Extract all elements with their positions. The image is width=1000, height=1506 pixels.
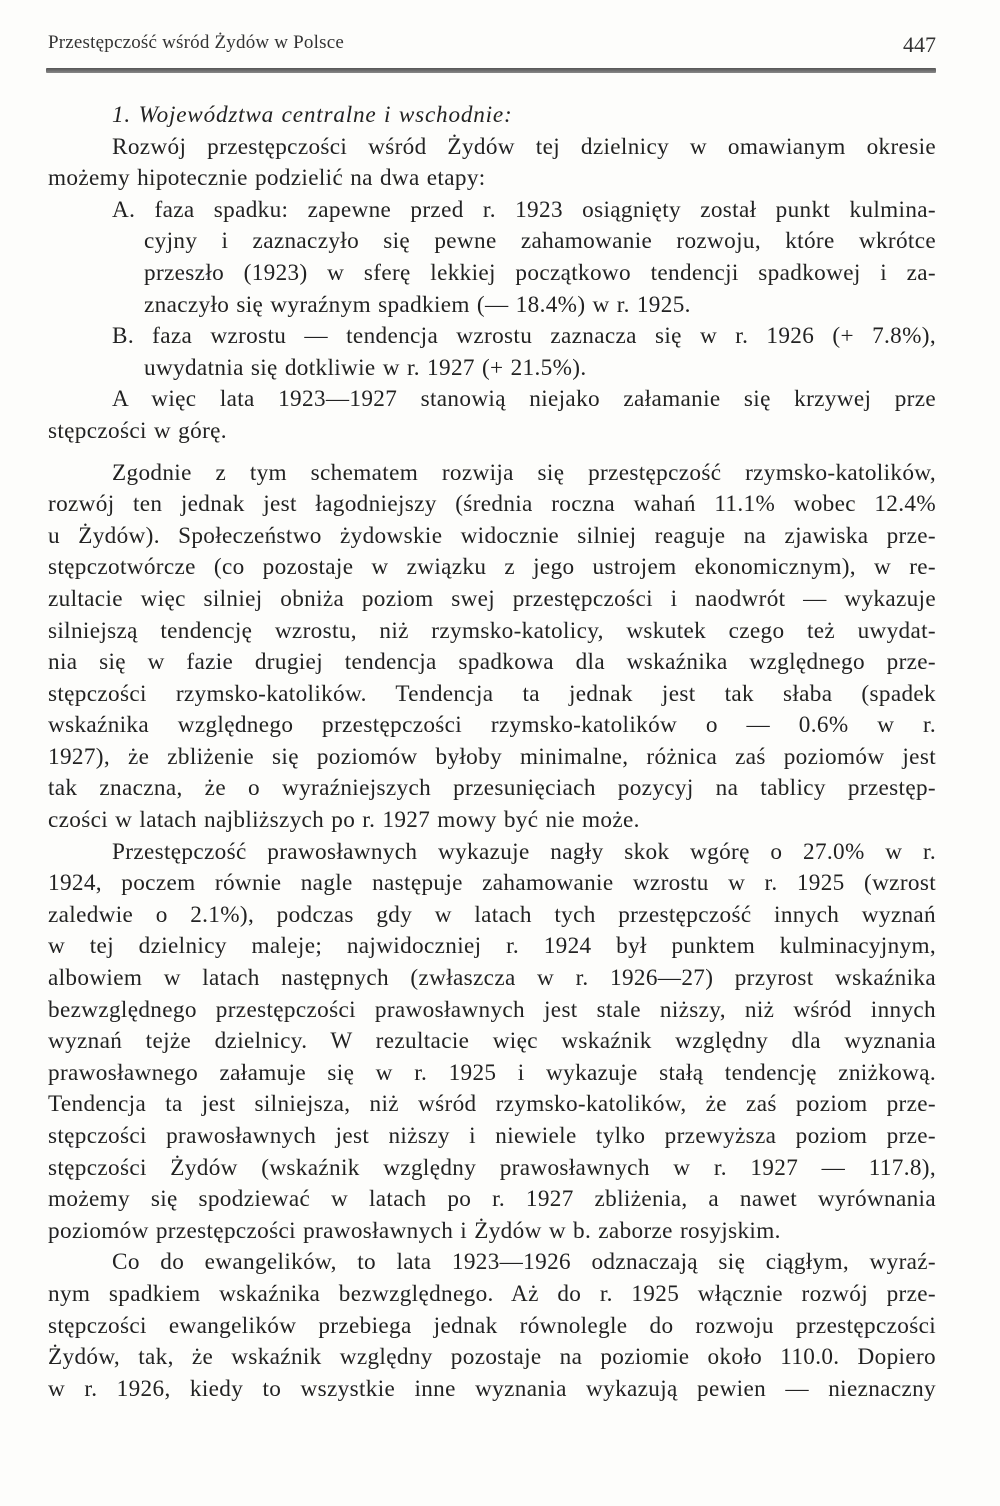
- text-line: stępczości prawosławnych jest niższy i niewiele tylko przewyższa poziom prze-: [48, 1123, 936, 1149]
- body-text: [48, 100, 936, 1405]
- text-line: nym spadkiem wskaźnika bezwzględnego. Aż do r. 1925 włącznie rozwój prze-: [48, 1280, 936, 1307]
- text-line: wskaźnika względnego przestępczości rzymsko-katolików o — 0.6% w r.: [48, 712, 936, 739]
- text-line: stępczości w górę.: [48, 417, 227, 444]
- text-line: zaledwie o 2.1%), podczas gdy w latach tych przestępczość innych wyznań: [48, 901, 936, 928]
- text-line: znaczyło się wyraźnym spadkiem (— 18.4%) w r. 1925.: [144, 291, 691, 318]
- text-line: możemy się spodziewać w latach po r. 1927 zbliżenia, a nawet wyrównania: [48, 1186, 936, 1213]
- text-line: stępczotwórcze (co pozostaje w związku z jego ustrojem ekonomicznym), w re-: [48, 554, 936, 581]
- text-line: cyjny i zaznaczyło się pewne zahamowanie rozwoju, które wkrótce: [144, 228, 936, 255]
- text-line: w tej dzielnicy maleje; najwidoczniej r. 1924 był punktem kulminacyjnym,: [48, 933, 936, 960]
- text-line: Co do ewangelików, to lata 1923—1926 odznaczają się ciągłym, wyraź-: [112, 1249, 936, 1276]
- text-line: B. faza wzrostu — tendencja wzrostu zaznacza się w r. 1926 (+ 7.8%),: [112, 323, 936, 350]
- text-line: Przestępczość prawosławnych wykazuje nagły skok wgórę o 27.0% w r.: [112, 838, 936, 865]
- page-number: 447: [903, 32, 936, 57]
- text-line: albowiem w latach następnych (zwłaszcza w r. 1926—27) przyrost wskaźnika: [48, 965, 936, 992]
- text-line: nia się w fazie drugiej tendencja spadkowa dla wskaźnika względnego prze-: [48, 649, 936, 676]
- text-line: zultacie więc silniej obniża poziom swej przestępczości i naodwrót — wykazuje: [48, 585, 936, 612]
- text-line: A więc lata 1923—1927 stanowią niejako załamanie się krzywej prze: [112, 386, 936, 413]
- paragraph-gap: [48, 448, 936, 458]
- text-line: stępczości rzymsko-katolików. Tendencja ta jednak jest tak słaba (spadek: [48, 680, 936, 707]
- text-line: przeszło (1923) w sferę lekkiej początkowo tendencji spadkowej i za-: [144, 259, 936, 286]
- text-line: A. faza spadku: zapewne przed r. 1923 osiągnięty został punkt kulmina-: [112, 196, 936, 223]
- text-line: prawosławnego załamuje się w r. 1925 i wykazuje stałą tendencję zniżkową.: [48, 1059, 936, 1086]
- text-line: Żydów, tak, że wskaźnik względny pozostaje na poziomie około 110.0. Dopiero: [48, 1344, 936, 1371]
- text-line: 1927), że zbliżenie się poziomów byłoby minimalne, różnica zaś poziomów jest: [48, 743, 936, 770]
- text-line: u Żydów). Społeczeństwo żydowskie widocznie silniej reaguje na zjawiska prze-: [48, 522, 936, 549]
- text-line: wyznań tejże dzielnicy. W rezultacie więc wskaźnik względny dla wyznania: [48, 1028, 936, 1055]
- running-title: Przestępczość wśród Żydów w Polsce: [48, 32, 344, 53]
- text-line: bezwzględnego przestępczości prawosławnych jest stale niższy, niż wśród innych: [48, 996, 936, 1023]
- text-line: Zgodnie z tym schematem rozwija się przestępczość rzymsko-katolików,: [112, 459, 936, 486]
- text-line: Tendencja ta jest silniejsza, niż wśród rzymsko-katolików, że zaś poziom prze-: [48, 1091, 936, 1118]
- text-line: poziomów przestępczości prawosławnych i Żydów w b. zaborze rosyjskim.: [48, 1217, 781, 1244]
- text-line: silniejszą tendencję wzrostu, niż rzymsko-katolicy, wskutek czego też uwydat-: [48, 617, 936, 644]
- section-heading: 1. Województwa centralne i wschodnie:: [112, 102, 513, 128]
- running-head: [48, 32, 936, 62]
- text-line: rozwój ten jednak jest łagodniejszy (średnia roczna wahań 11.1% wobec 12.4%: [48, 491, 936, 518]
- text-line: Rozwój przestępczości wśród Żydów tej dzielnicy w omawianym okresie: [112, 133, 936, 160]
- text-line: w r. 1926, kiedy to wszystkie inne wyznania wykazują pewien — nieznaczny: [48, 1375, 936, 1402]
- text-line: 1924, poczem równie nagle następuje zahamowanie wzrostu w r. 1925 (wzrost: [48, 870, 936, 897]
- text-line: czości w latach najbliższych po r. 1927 mowy być nie może.: [48, 807, 640, 834]
- text-line: stępczości Żydów (wskaźnik względny prawosławnych w r. 1927 — 117.8),: [48, 1154, 936, 1181]
- text-line: możemy hipotecznie podzielić na dwa etapy:: [48, 165, 486, 192]
- text-line: uwydatnia się dotkliwie w r. 1927 (+ 21.5%).: [144, 354, 587, 381]
- header-rule: [46, 68, 936, 73]
- text-line: stępczości ewangelików przebiega jednak równolegle do rozwoju przestępczości: [48, 1312, 936, 1339]
- text-line: tak znaczna, że o wyraźniejszych przesunięciach pozycyj na tablicy przestęp-: [48, 775, 936, 802]
